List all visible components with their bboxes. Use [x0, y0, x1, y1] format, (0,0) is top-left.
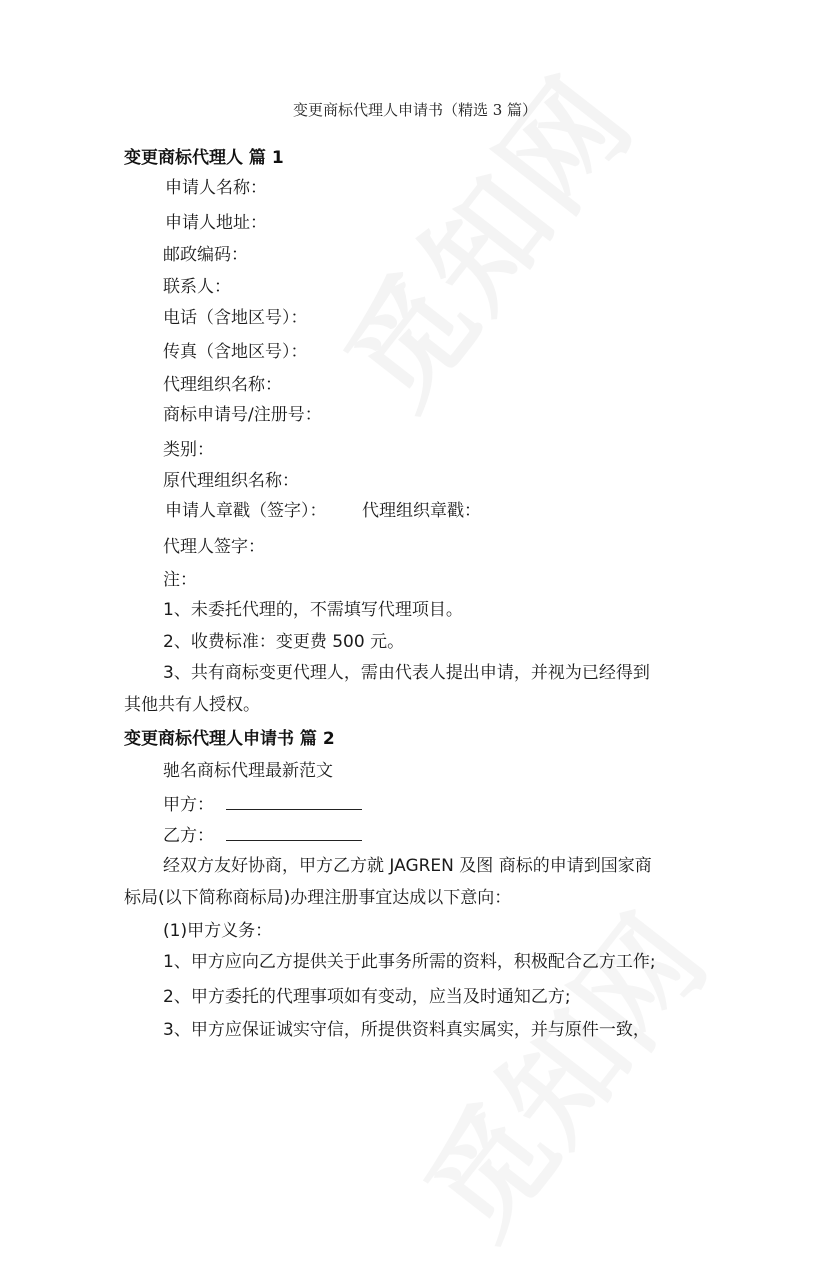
note-item-1: 1、未委托代理的，不需填写代理项目。 [163, 600, 463, 620]
field-contact: 联系人： [163, 277, 231, 297]
duty-item-1: 1、甲方应向乙方提供关于此事务所需的资料，积极配合乙方工作; [163, 952, 656, 972]
duty-item-2: 2、甲方委托的代理事项如有变动，应当及时通知乙方; [163, 987, 571, 1007]
field-postal-code: 邮政编码： [163, 245, 248, 265]
field-agency-seal: 代理组织章戳： [362, 501, 481, 521]
field-applicant-seal: 申请人章戳（签字）： [165, 501, 327, 521]
note-item-3-cont: 其他共有人授权。 [124, 695, 260, 715]
note-item-3: 3、共有商标变更代理人，需由代表人提出申请，并视为已经得到 [163, 663, 650, 683]
party-a-label: 甲方： [163, 795, 214, 815]
field-agent-signature: 代理人签字： [163, 537, 265, 557]
party-a-blank [226, 793, 362, 810]
field-agency-name: 代理组织名称： [163, 375, 282, 395]
party-b-label: 乙方： [163, 826, 214, 846]
party-b-blank [226, 824, 362, 841]
agreement-para-1: 经双方友好协商，甲方乙方就 JAGREN 及图 商标的申请到国家商 [163, 856, 652, 876]
field-applicant-name: 申请人名称： [165, 178, 267, 198]
field-original-agency: 原代理组织名称： [163, 471, 299, 491]
watermark-bottom [380, 876, 737, 1266]
field-applicant-address: 申请人地址： [165, 213, 267, 233]
party-a-line [163, 790, 362, 815]
duty-item-3: 3、甲方应保证诚实守信，所提供资料真实属实，并与原件一致， [163, 1020, 650, 1040]
agreement-para-1-cont: 标局(以下简称商标局)办理注册事宜达成以下意向： [124, 888, 512, 908]
section1-heading: 变更商标代理人 篇 1 [124, 148, 284, 168]
watermark [300, 37, 665, 436]
field-phone: 电话（含地区号）： [163, 308, 308, 328]
section2-heading: 变更商标代理人申请书 篇 2 [124, 729, 335, 749]
note-item-2: 2、收费标准：变更费 500 元。 [163, 632, 405, 652]
section2-subtitle: 驰名商标代理最新范文 [163, 761, 333, 781]
field-trademark-number: 商标申请号/注册号： [163, 405, 322, 425]
party-b-line [163, 821, 362, 846]
field-fax: 传真（含地区号）： [163, 342, 308, 362]
document-title: 变更商标代理人申请书（精选 3 篇） [292, 101, 538, 119]
field-category: 类别： [163, 440, 214, 460]
note-label: 注： [163, 570, 197, 590]
party-a-duties-heading: (1)甲方义务： [163, 921, 273, 941]
